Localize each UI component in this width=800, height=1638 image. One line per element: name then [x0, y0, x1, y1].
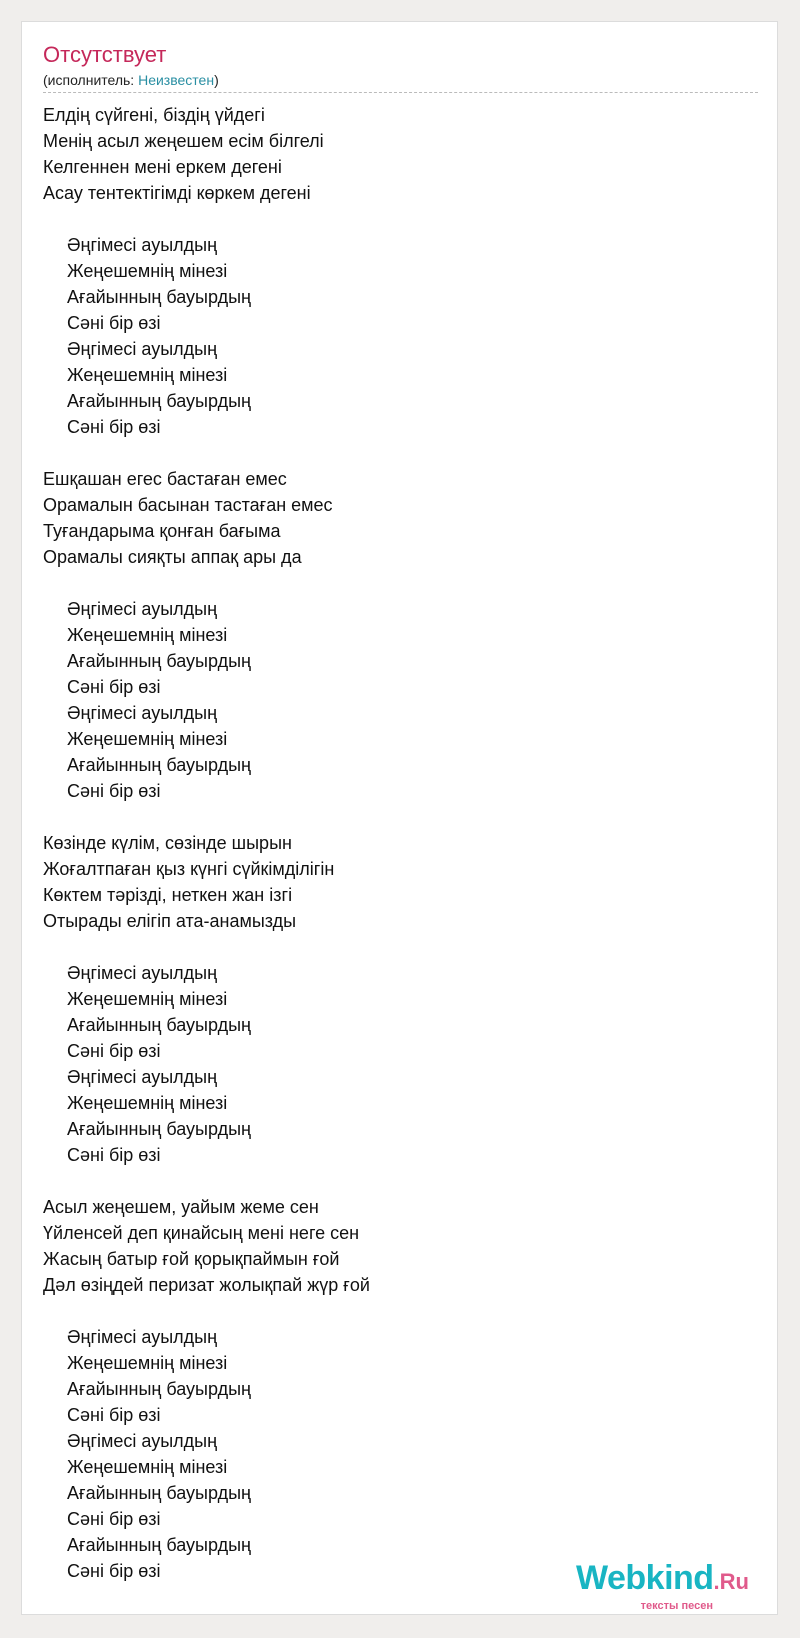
- chorus-stanza: [43, 232, 758, 440]
- chorus-stanza: [43, 960, 758, 1168]
- lyric-line: Ағайынның бауырдың: [67, 755, 251, 775]
- lyric-line: Үйленсей деп қинайсың мені неге сен: [43, 1223, 360, 1243]
- lyric-line: Әңгімесі ауылдың: [67, 1327, 218, 1347]
- lyric-line: Асау тентектігімді көркем дегені: [43, 183, 311, 203]
- lyric-line: Әңгімесі ауылдың: [67, 235, 218, 255]
- lyric-line: Жеңешемнің мінезі: [67, 989, 228, 1009]
- lyric-line: Ағайынның бауырдың: [67, 1483, 251, 1503]
- lyric-line: Әңгімесі ауылдың: [67, 599, 218, 619]
- artist-link[interactable]: Неизвестен: [138, 72, 215, 88]
- logo-suffix: .Ru: [713, 1569, 749, 1594]
- logo-tagline: тексты песен: [640, 1600, 713, 1612]
- lyric-line: Сәні бір өзі: [67, 677, 161, 697]
- lyric-line: Әңгімесі ауылдың: [67, 1067, 218, 1087]
- logo-brand: Webkind: [576, 1559, 714, 1597]
- lyric-line: Әңгімесі ауылдың: [67, 1431, 218, 1451]
- lyric-line: Орамалы сияқты аппақ ары да: [43, 547, 302, 567]
- lyric-line: Жоғалтпаған қыз күнгі сүйкімділігін: [43, 859, 335, 879]
- lyric-line: Көктем тәрізді, неткен жан ізгі: [43, 885, 293, 905]
- lyric-line: Сәні бір өзі: [67, 781, 161, 801]
- artist-prefix: (исполнитель:: [43, 72, 139, 88]
- lyrics-card: [21, 21, 778, 1615]
- lyric-line: Сәні бір өзі: [67, 1405, 161, 1425]
- lyric-line: Көзінде күлім, сөзінде шырын: [43, 833, 292, 853]
- lyric-line: Туғандарыма қонған бағыма: [43, 521, 281, 541]
- lyric-line: Ағайынның бауырдың: [67, 287, 251, 307]
- lyric-line: Жеңешемнің мінезі: [67, 625, 228, 645]
- lyric-line: Ағайынның бауырдың: [67, 1535, 251, 1555]
- lyric-line: Әңгімесі ауылдың: [67, 703, 218, 723]
- lyric-line: Ағайынның бауырдың: [67, 1379, 251, 1399]
- lyric-line: Сәні бір өзі: [67, 1041, 161, 1061]
- chorus-stanza: [43, 1324, 758, 1584]
- lyric-line: Ешқашан егес бастаған емес: [43, 469, 287, 489]
- lyric-line: Отырады елігіп ата-анамызды: [43, 911, 297, 931]
- chorus-stanza: [43, 596, 758, 804]
- lyric-line: Ағайынның бауырдың: [67, 1119, 251, 1139]
- lyric-line: Жеңешемнің мінезі: [67, 1457, 228, 1477]
- lyric-line: Жеңешемнің мінезі: [67, 1093, 228, 1113]
- lyric-line: Жасың батыр ғой қорықпаймын ғой: [43, 1249, 340, 1269]
- lyric-line: Жеңешемнің мінезі: [67, 365, 228, 385]
- lyric-line: Әңгімесі ауылдың: [67, 339, 218, 359]
- verse-stanza: [43, 1194, 758, 1298]
- lyric-line: Ағайынның бауырдың: [67, 651, 251, 671]
- lyric-line: Елдің сүйгені, біздің үйдегі: [43, 105, 265, 125]
- artist-suffix: ): [214, 72, 219, 88]
- lyric-line: Ағайынның бауырдың: [67, 1015, 251, 1035]
- lyric-line: Сәні бір өзі: [67, 417, 161, 437]
- lyric-line: Әңгімесі ауылдың: [67, 963, 218, 983]
- lyric-line: Келгеннен мені еркем дегені: [43, 157, 282, 177]
- webkind-logo[interactable]: [576, 1559, 749, 1612]
- lyrics-body: [43, 102, 758, 1610]
- lyric-line: Жеңешемнің мінезі: [67, 729, 228, 749]
- verse-stanza: [43, 466, 758, 570]
- song-title: Отсутствует: [43, 42, 167, 67]
- lyric-line: Сәні бір өзі: [67, 1509, 161, 1529]
- lyric-line: Жеңешемнің мінезі: [67, 261, 228, 281]
- lyric-line: Орамалын басынан тастаған емес: [43, 495, 333, 515]
- lyric-line: Сәні бір өзі: [67, 1145, 161, 1165]
- lyric-line: Ағайынның бауырдың: [67, 391, 251, 411]
- title-divider: [43, 92, 758, 93]
- verse-stanza: [43, 830, 758, 934]
- lyric-line: Сәні бір өзі: [67, 313, 161, 333]
- lyric-line: Сәні бір өзі: [67, 1561, 161, 1581]
- lyric-line: Менің асыл жеңешем есім білгелі: [43, 131, 324, 151]
- artist-line: [43, 72, 219, 88]
- lyric-line: Жеңешемнің мінезі: [67, 1353, 228, 1373]
- lyric-line: Дәл өзіңдей перизат жолықпай жүр ғой: [43, 1275, 370, 1295]
- verse-stanza: [43, 102, 758, 206]
- lyric-line: Асыл жеңешем, уайым жеме сен: [43, 1197, 319, 1217]
